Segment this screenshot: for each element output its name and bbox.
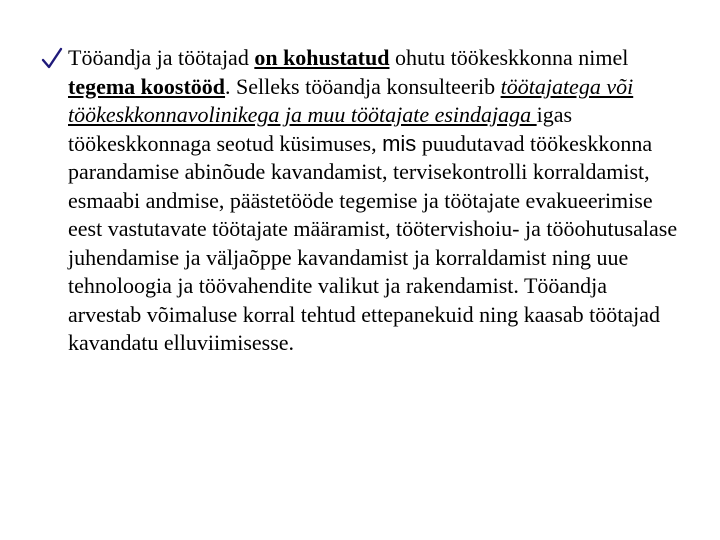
text-segment: ohutu töökeskkonna nimel [389, 45, 629, 70]
checkmark-icon [40, 44, 64, 72]
bullet-item [40, 44, 680, 358]
text-segment-mis: mis [382, 130, 417, 156]
text-segment: Tööandja ja töötajad [68, 45, 255, 70]
text-segment: . Selleks tööandja konsulteerib [225, 73, 501, 99]
body-paragraph [68, 44, 680, 358]
emphasis-representatives: töötajatega või töökeskkonnavolinikega ja muu töötajate esindajaga [68, 73, 634, 127]
text-segment: igas töökeskkonnaga seotud küsimuses, [68, 102, 573, 156]
emphasis-obligated: on kohustatud [254, 45, 390, 70]
emphasis-cooperate: tegema koostööd [68, 73, 226, 99]
text-segment: puudutavad töökeskkonna parandamise abinõude kavandamist, tervisekontrolli korraldamist, esmaabi andmise, päästetööde tegemise ja töötajate evakueerimise eest vastutavate töötajate määramist, töötervishoiu- ja tööohutusalase juhendamise ja väljaõppe kavandamist ja korraldamist ning uue tehnoloogia ja töövahendite valikut ja rakendamist. Tööandja arvestab võimaluse korral tehtud ettepanekuid ning kaasab töötajad kavandatu elluviimisesse. [68, 130, 678, 355]
